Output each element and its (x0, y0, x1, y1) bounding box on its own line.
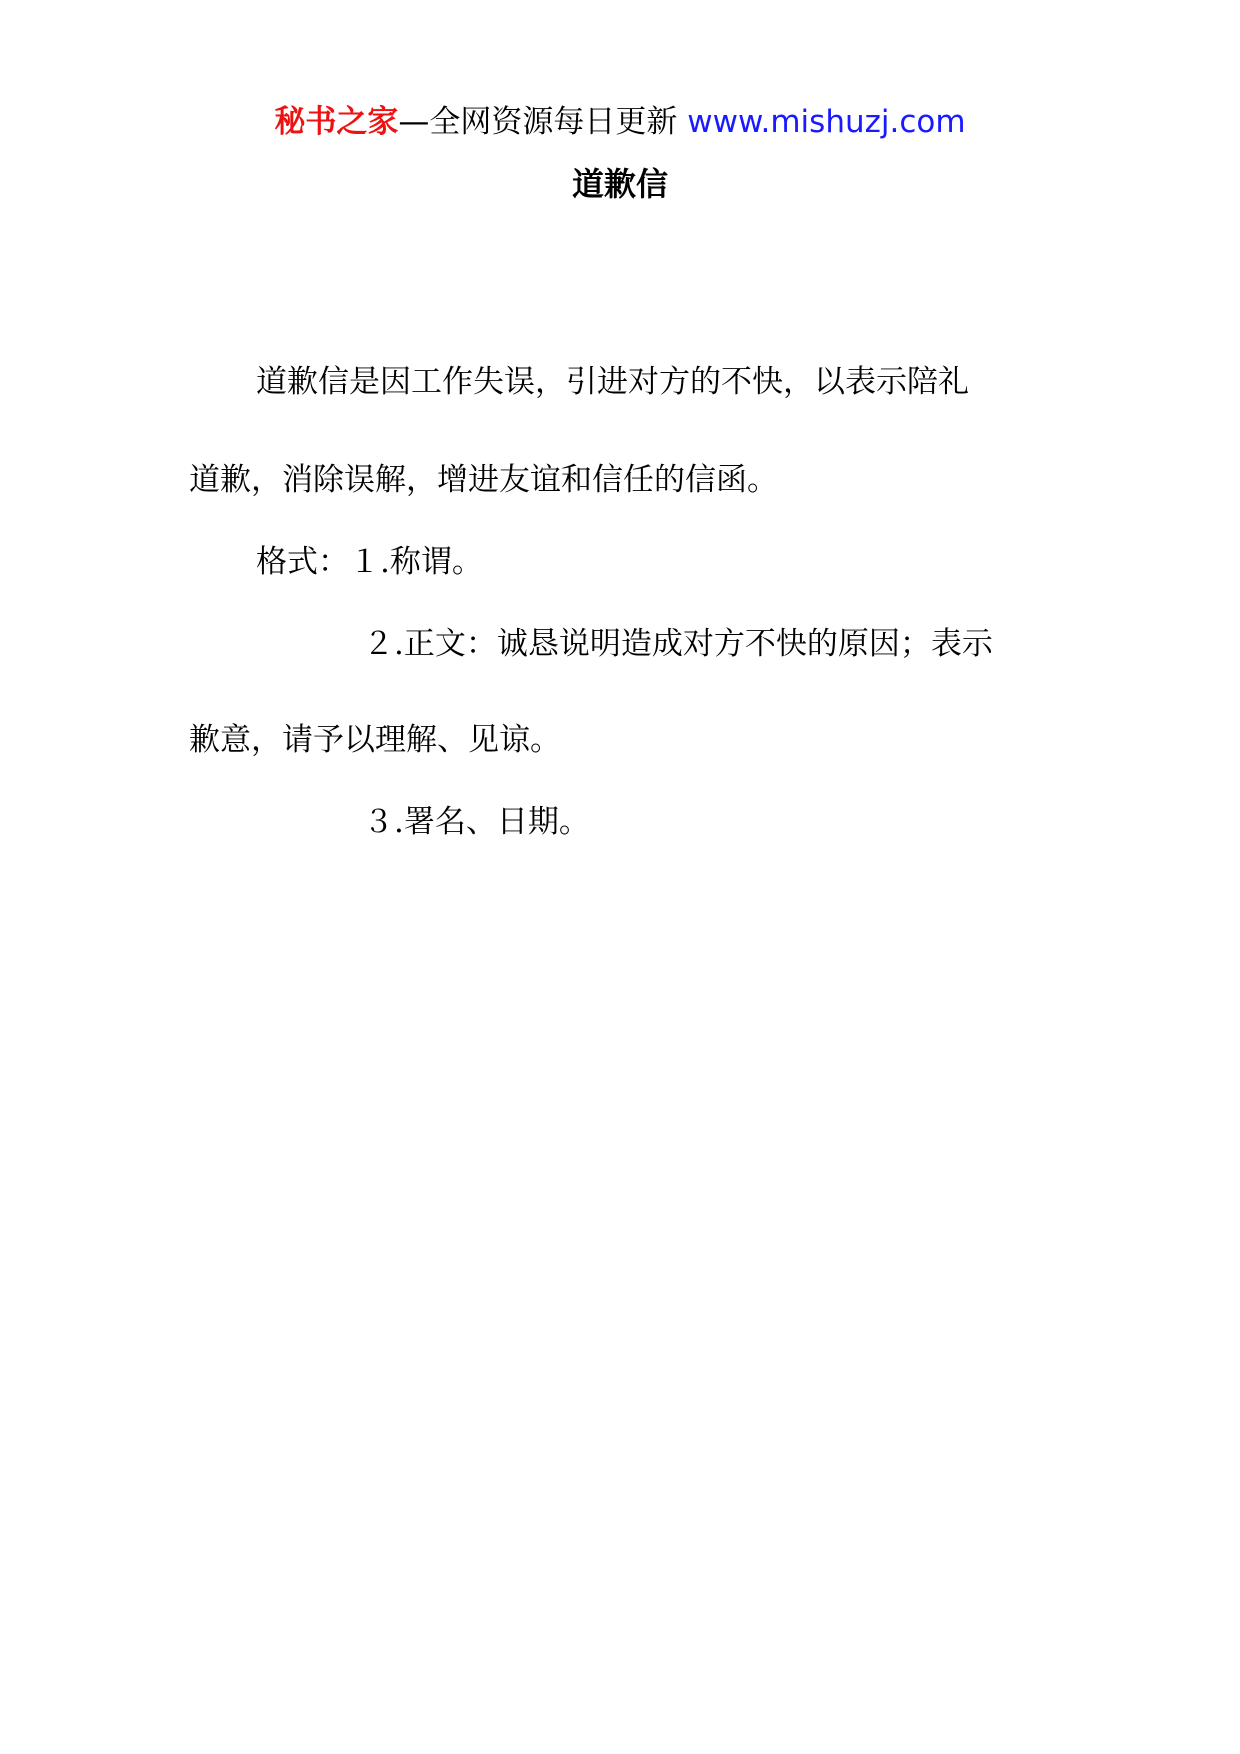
format-item-2-line: ２.正文：诚恳说明造成对方不快的原因；表示 (363, 626, 993, 662)
document-title: 道歉信 (571, 165, 668, 203)
brand-name: 秘书之家 (274, 104, 399, 140)
format-item-2-continuation: 歉意，请予以理解、见谅。 (189, 722, 561, 758)
format-heading-line: 格式：１.称谓。 (256, 544, 483, 580)
page-header (0, 100, 1240, 144)
format-item-3-line: ３.署名、日期。 (363, 804, 590, 840)
body-line-2: 道歉，消除误解，增进友谊和信任的信函。 (189, 462, 778, 498)
site-url-link[interactable]: www.mishuzj.com (687, 104, 966, 140)
body-line-1: 道歉信是因工作失误，引进对方的不快，以表示陪礼 (256, 364, 969, 400)
header-slogan: —全网资源每日更新 (398, 104, 678, 140)
